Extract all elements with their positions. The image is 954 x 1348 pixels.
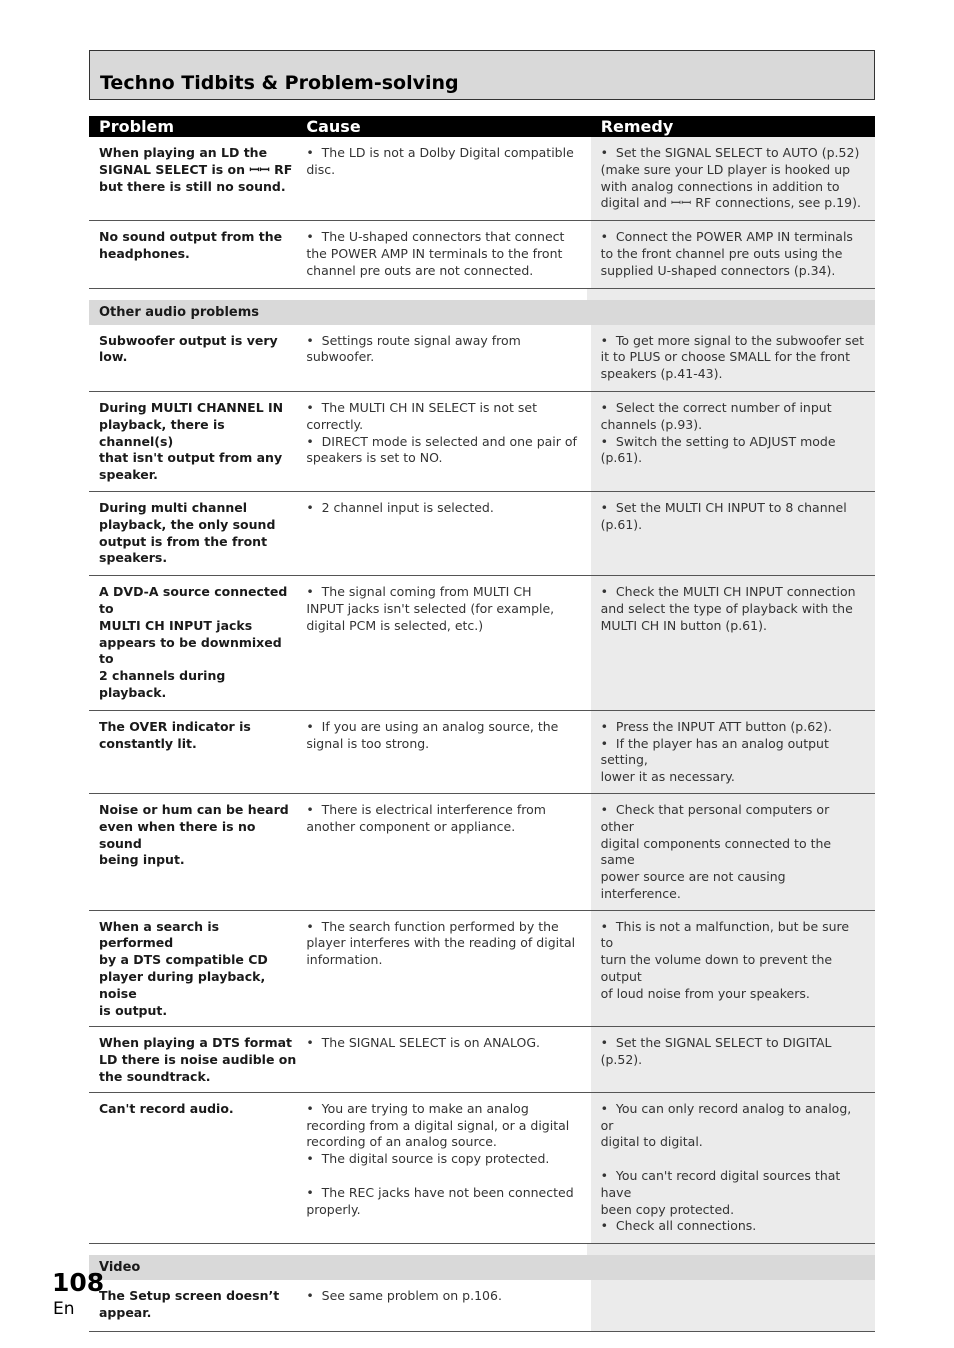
cell-text-line: • If the player has an analog output setting, xyxy=(600,735,833,768)
cell-text-line: recording of an analog source. xyxy=(306,1134,497,1150)
remedy-cell xyxy=(591,392,875,491)
cell-text-line: turn the volume down to prevent the output xyxy=(600,952,837,985)
table-header-row xyxy=(89,116,875,137)
remedy-cell xyxy=(591,794,875,910)
table-group-video xyxy=(89,1280,875,1332)
cell-text-line: (p.52). xyxy=(600,1052,643,1068)
cause-cell xyxy=(296,325,590,391)
cell-text-line: • Check that personal computers or other xyxy=(600,801,834,834)
cell-text-line: • Select the correct number of input xyxy=(600,399,832,415)
cell-text-line: is output. xyxy=(99,1002,168,1018)
table-spacer xyxy=(89,1244,875,1255)
cell-text-line: with analog connections in addition to xyxy=(600,178,840,194)
cell-text-line: Can't record audio. xyxy=(99,1100,234,1116)
cell-text-line: During multi channel xyxy=(99,499,248,515)
remedy-cell xyxy=(591,711,875,793)
cell-text-line: digital PCM is selected, etc.) xyxy=(306,617,484,633)
table-row xyxy=(89,1093,875,1244)
problem-cell xyxy=(89,492,296,575)
cell-text-line: A DVD-A source connected to xyxy=(99,584,292,616)
cell-text-line: • Press the INPUT ATT button (p.62). xyxy=(600,718,832,734)
problem-cell xyxy=(89,1280,296,1331)
table-row xyxy=(89,911,875,1028)
cause-cell xyxy=(296,1280,590,1331)
cell-text-line: information. xyxy=(306,952,383,968)
cell-text-line: • The digital source is copy protected. xyxy=(306,1151,550,1167)
cell-text-line: but there is still no sound. xyxy=(99,178,286,194)
page-language: En xyxy=(53,1299,75,1319)
cell-text-line: appears to be downmixed to xyxy=(99,634,287,667)
section-row-video xyxy=(89,1255,875,1280)
section-label: Video xyxy=(89,1255,591,1280)
table-row xyxy=(89,325,875,392)
cause-cell xyxy=(296,492,590,575)
cell-text-line: (make sure your LD player is hooked up xyxy=(600,161,851,177)
cell-text-line: • The REC jacks have not been connected xyxy=(306,1184,574,1200)
cause-cell xyxy=(296,221,590,287)
cell-text-line: (p.61). xyxy=(600,450,643,466)
cell-text-line: player during playback, noise xyxy=(99,969,270,1001)
cell-text-line: another component or appliance. xyxy=(306,818,516,834)
column-header-problem: Problem xyxy=(99,117,175,136)
cell-text-line: the soundtrack. xyxy=(99,1069,211,1085)
cell-text-line: signal is too strong. xyxy=(306,735,430,751)
cell-text-line: The Setup screen doesn’t xyxy=(99,1288,280,1304)
cell-text-line: Noise or hum can be heard xyxy=(99,801,289,817)
cell-text-line: • The U-shaped connectors that connect xyxy=(306,229,565,245)
remedy-cell xyxy=(591,911,875,1027)
cell-text-line: When a search is performed xyxy=(99,918,224,951)
cell-text-line: disc. xyxy=(306,161,336,177)
problem-cell xyxy=(89,1027,296,1091)
page-number: 108 xyxy=(52,1268,105,1297)
cell-text-line: digital to digital. xyxy=(600,1134,703,1150)
cell-text-line: No sound output from the xyxy=(99,229,283,245)
cell-text-line xyxy=(601,1151,865,1168)
table-row xyxy=(89,576,875,711)
cell-text-line: INPUT jacks isn't selected (for example, xyxy=(306,600,555,616)
cell-text-line: • Set the MULTI CH INPUT to 8 channel xyxy=(600,499,847,515)
problem-cell xyxy=(89,1093,296,1243)
cell-text-line: SIGNAL SELECT is on ꟷꟷ RF xyxy=(99,161,293,177)
cell-text-line: • Set the SIGNAL SELECT to DIGITAL xyxy=(600,1035,832,1051)
remedy-cell xyxy=(591,1093,875,1243)
cell-text-line: playback, there is channel(s) xyxy=(99,416,230,449)
cell-text-line: been copy protected. xyxy=(600,1201,735,1217)
cell-text-line: player interferes with the reading of digital xyxy=(306,935,576,951)
cell-text-line: • Check the MULTI CH INPUT connection xyxy=(600,584,856,600)
table-row xyxy=(89,1280,875,1332)
cell-text-line: supplied U-shaped connectors (p.34). xyxy=(600,262,836,278)
cell-text-line: The OVER indicator is xyxy=(99,718,251,734)
cell-text-line: • If you are using an analog source, the xyxy=(306,718,559,734)
table-row xyxy=(89,392,875,492)
cause-cell xyxy=(296,1027,590,1091)
cell-text-line: MULTI CH INPUT jacks xyxy=(99,617,253,633)
table-group-audio xyxy=(89,325,875,1245)
table-row xyxy=(89,711,875,794)
cell-text-line: LD there is noise audible on xyxy=(99,1052,297,1068)
cell-text-line: • There is electrical interference from xyxy=(306,801,546,817)
cell-text-line: of loud noise from your speakers. xyxy=(600,985,810,1001)
remedy-cell xyxy=(591,1027,875,1091)
cell-text-line: lower it as necessary. xyxy=(600,769,735,785)
cell-text-line xyxy=(306,1168,580,1185)
cell-text-line: appear. xyxy=(99,1305,152,1321)
section-header xyxy=(89,50,875,100)
cell-text-line: • You can't record digital sources that have xyxy=(600,1168,845,1200)
cell-text-line: speakers is set to NO. xyxy=(306,450,443,466)
cause-cell xyxy=(296,137,590,220)
cell-text-line: that isn't output from any xyxy=(99,450,283,466)
table-row xyxy=(89,794,875,911)
cell-text-line: recording from a digital signal, or a digital xyxy=(306,1117,570,1133)
problem-cell xyxy=(89,911,296,1027)
remedy-cell xyxy=(591,576,875,710)
column-header-remedy: Remedy xyxy=(591,116,875,137)
cell-text-line: to the front channel pre outs using the xyxy=(600,245,843,261)
cause-cell xyxy=(296,911,590,1027)
cell-text-line: properly. xyxy=(306,1201,361,1217)
cell-text-line: • The MULTI CH IN SELECT is not set xyxy=(306,399,537,415)
page-title: Techno Tidbits & Problem-solving xyxy=(100,72,459,94)
cell-text-line: • Check all connections. xyxy=(600,1218,757,1234)
cell-text-line: (p.61). xyxy=(600,516,643,532)
problem-cell xyxy=(89,392,296,491)
cell-text-line: even when there is no sound xyxy=(99,818,260,851)
column-header-cause: Cause xyxy=(306,117,361,136)
problem-cell xyxy=(89,137,296,220)
troubleshooting-table xyxy=(89,116,875,1332)
section-label: Other audio problems xyxy=(89,300,591,325)
cell-text-line: • To get more signal to the subwoofer set xyxy=(600,332,865,348)
cell-text-line: • The LD is not a Dolby Digital compatible xyxy=(306,145,574,160)
cell-text-line: • Switch the setting to ADJUST mode xyxy=(600,433,836,449)
remedy-cell xyxy=(591,1280,875,1331)
cell-text-line: When playing a DTS format xyxy=(99,1035,292,1051)
cell-text-line: When playing an LD the xyxy=(99,145,268,160)
cell-text-line: Subwoofer output is very xyxy=(99,332,278,348)
cell-text-line: • 2 channel input is selected. xyxy=(306,499,494,515)
table-row xyxy=(89,492,875,576)
cell-text-line: playback, the only sound xyxy=(99,516,276,532)
cell-text-line: • This is not a malfunction, but be sure to xyxy=(600,918,854,951)
table-row xyxy=(89,137,875,221)
cell-text-line: channel pre outs are not connected. xyxy=(306,262,534,278)
remedy-cell xyxy=(591,137,875,220)
cell-text-line: MULTI CH IN button (p.61). xyxy=(600,617,767,633)
cell-text-line: During MULTI CHANNEL IN xyxy=(99,399,284,415)
cell-text-line: • Set the SIGNAL SELECT to AUTO (p.52) xyxy=(600,145,860,160)
cell-text-line: subwoofer. xyxy=(306,349,375,365)
cell-text-line: • Settings route signal away from xyxy=(306,332,521,348)
cause-cell xyxy=(296,711,590,793)
table-row xyxy=(89,221,875,288)
cause-cell xyxy=(296,794,590,910)
cell-text-line: low. xyxy=(99,349,128,365)
problem-cell xyxy=(89,325,296,391)
cell-text-line: constantly lit. xyxy=(99,735,197,751)
cell-text-line: • The SIGNAL SELECT is on ANALOG. xyxy=(306,1035,541,1051)
remedy-cell xyxy=(591,325,875,391)
cell-text-line: • See same problem on p.106. xyxy=(306,1288,502,1304)
cell-text-line: digital components connected to the same xyxy=(600,835,836,868)
cell-text-line: being input. xyxy=(99,852,185,868)
remedy-cell xyxy=(591,492,875,575)
cell-text-line: • You are trying to make an analog xyxy=(306,1100,529,1116)
cause-cell xyxy=(296,1093,590,1243)
cell-text-line: speakers. xyxy=(99,550,168,566)
cell-text-line: it to PLUS or choose SMALL for the front xyxy=(600,349,850,365)
cell-text-line: and select the type of playback with the xyxy=(600,600,853,616)
cell-text-line: • Connect the POWER AMP IN terminals xyxy=(600,229,853,245)
cell-text-line: by a DTS compatible CD xyxy=(99,952,268,968)
cell-text-line: 2 channels during playback. xyxy=(99,668,230,700)
cell-text-line: headphones. xyxy=(99,245,190,261)
cause-cell xyxy=(296,576,590,710)
problem-cell xyxy=(89,711,296,793)
section-row-other-audio xyxy=(89,300,875,325)
cell-text-line: • DIRECT mode is selected and one pair of xyxy=(306,433,577,449)
cell-text-line: the POWER AMP IN terminals to the front xyxy=(306,245,563,261)
problem-cell xyxy=(89,221,296,287)
table-spacer xyxy=(89,289,875,300)
problem-cell xyxy=(89,794,296,910)
table-group-general xyxy=(89,137,875,289)
cell-text-line: digital and ꟷꟷ RF connections, see p.19). xyxy=(600,195,861,211)
problem-cell xyxy=(89,576,296,710)
cause-cell xyxy=(296,392,590,491)
cell-text-line: power source are not causing interference. xyxy=(600,869,790,901)
cell-text-line: • The signal coming from MULTI CH xyxy=(306,584,532,600)
cell-text-line: output is from the front xyxy=(99,533,268,549)
cell-text-line: channels (p.93). xyxy=(600,416,703,432)
cell-text-line: speakers (p.41-43). xyxy=(600,366,723,382)
cell-text-line: correctly. xyxy=(306,416,364,432)
cell-text-line: speaker. xyxy=(99,467,158,483)
cell-text-line: • You can only record analog to analog, or xyxy=(600,1100,856,1133)
cell-text-line: • The search function performed by the xyxy=(306,918,559,934)
table-row xyxy=(89,1027,875,1092)
remedy-cell xyxy=(591,221,875,287)
